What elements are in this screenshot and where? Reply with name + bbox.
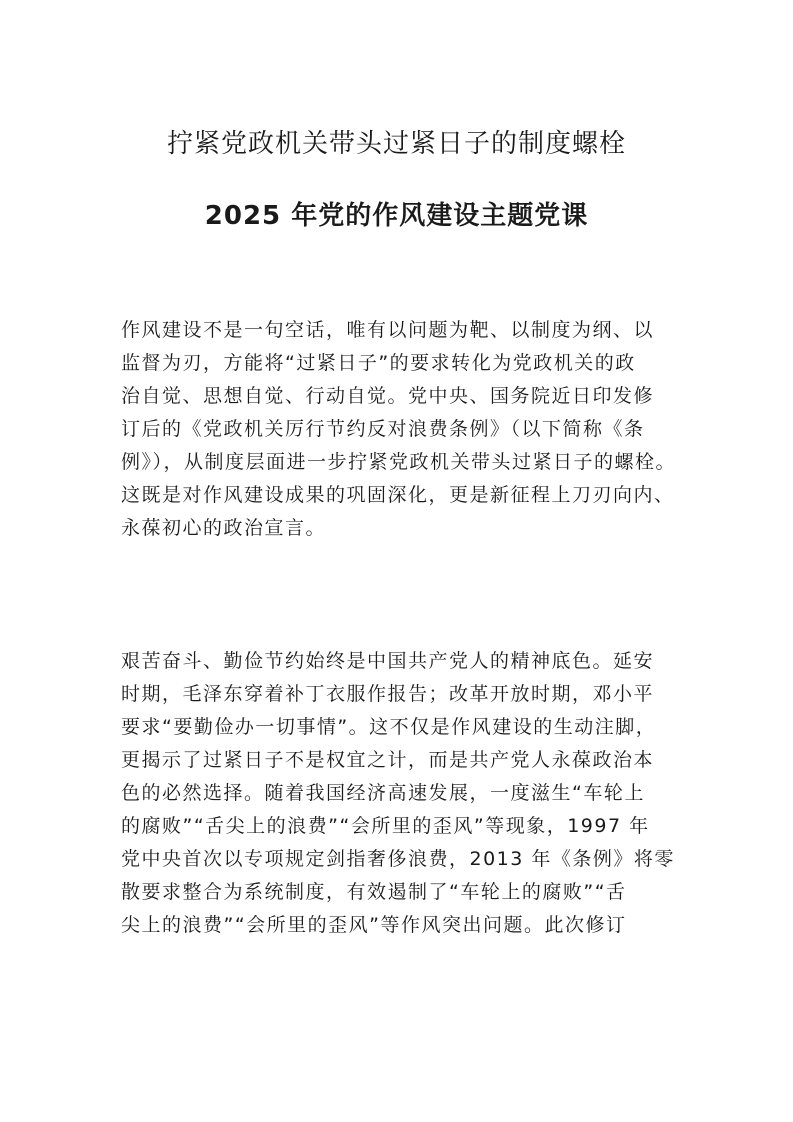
paragraph-line: 订后的《党政机关厉行节约反对浪费条例》（以下简称《条 xyxy=(121,418,645,440)
paragraph-line: 色的必然选择。随着我国经济高速发展，一度滋生“车轮上 xyxy=(121,782,645,804)
document-subtitle: 2025 年党的作风建设主题党课 xyxy=(204,201,589,231)
paragraph-line: 治自觉、思想自觉、行动自觉。党中央、国务院近日印发修 xyxy=(121,385,655,407)
paragraph-2 xyxy=(121,645,681,942)
paragraph-line: 永葆初心的政治宣言。 xyxy=(121,517,327,539)
paragraph-line: 例》），从制度层面进一步拧紧党政机关带头过紧日子的螺栓。 xyxy=(121,451,677,473)
document-title: 拧紧党政机关带头过紧日子的制度螺栓 xyxy=(166,129,626,159)
paragraph-line: 尖上的浪费”“会所里的歪风”等作风突出问题。此次修订 xyxy=(121,914,627,936)
paragraph-line: 艰苦奋斗、勤俭节约始终是中国共产党人的精神底色。延安 xyxy=(121,650,655,672)
paragraph-line: 要求“要勤俭办一切事情”。这不仅是作风建设的生动注脚， xyxy=(121,716,657,738)
paragraph-line: 时期，毛泽东穿着补丁衣服作报告；改革开放时期，邓小平 xyxy=(121,683,655,705)
paragraph-line: 这既是对作风建设成果的巩固深化，更是新征程上刀刃向内、 xyxy=(121,484,675,506)
paragraph-line: 作风建设不是一句空话，唯有以问题为靶、以制度为纲、以 xyxy=(121,319,655,341)
paragraph-line: 散要求整合为系统制度，有效遏制了“车轮上的腐败”“舌 xyxy=(121,881,627,903)
paragraph-1 xyxy=(121,314,681,545)
paragraph-line: 的腐败”“舌尖上的浪费”“会所里的歪风”等现象，1997 年 xyxy=(121,815,650,837)
paragraph-line: 更揭示了过紧日子不是权宜之计，而是共产党人永葆政治本 xyxy=(121,749,655,771)
paragraph-line: 党中央首次以专项规定剑指奢侈浪费，2013 年《条例》将零 xyxy=(121,848,675,870)
paragraph-line: 监督为刃，方能将“过紧日子”的要求转化为党政机关的政 xyxy=(121,352,636,374)
